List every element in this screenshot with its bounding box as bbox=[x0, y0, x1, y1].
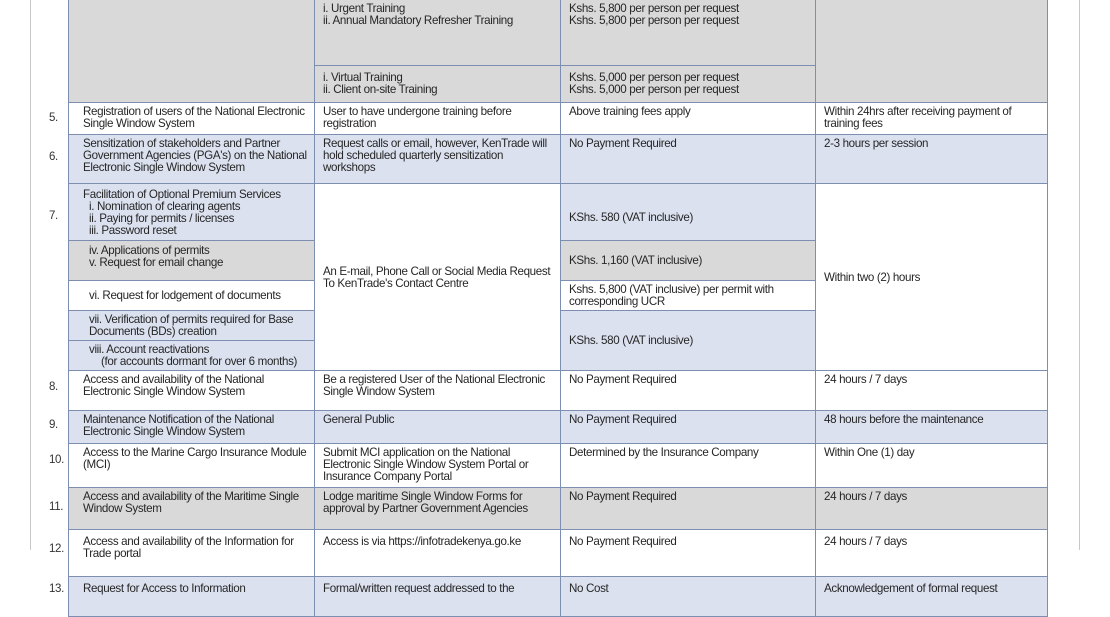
requirement-cell: Request calls or email, however, KenTrade will hold scheduled quarterly sensitization workshops bbox=[315, 135, 561, 184]
fee-cell: No Payment Required bbox=[561, 530, 816, 577]
table-row bbox=[69, 0, 1048, 66]
service-text: Access and availability of the National Electronic Single Window System bbox=[83, 373, 264, 398]
fee-cell: KShs. 1,160 (VAT inclusive) bbox=[561, 241, 816, 281]
row-number: 7. bbox=[49, 210, 58, 222]
service-cell bbox=[49, 135, 315, 184]
timeline-cell: Within One (1) day bbox=[816, 444, 1048, 488]
table-row bbox=[69, 411, 1048, 444]
timeline-cell: 48 hours before the maintenance bbox=[816, 411, 1048, 444]
page-right-edge bbox=[1079, 0, 1080, 550]
sub-item: (for accounts dormant for over 6 months) bbox=[101, 355, 298, 368]
table-row bbox=[69, 184, 1048, 241]
fee-cell: No Cost bbox=[561, 577, 816, 617]
req-line: ii. Client on-site Training bbox=[323, 83, 438, 96]
service-cell: vi. Request for lodgement of documents bbox=[69, 281, 315, 311]
requirement-cell: An E-mail, Phone Call or Social Media Request To KenTrade's Contact Centre bbox=[315, 184, 561, 371]
service-text: Sensitization of stakeholders and Partner Government Agencies (PGA's) on the National Electronic Single Window System bbox=[83, 137, 307, 174]
timeline-cell: Acknowledgement of formal request bbox=[816, 577, 1048, 617]
service-cell bbox=[49, 530, 315, 577]
fee-cell: KShs. 580 (VAT inclusive) bbox=[561, 184, 816, 241]
row-number: 5. bbox=[49, 112, 58, 124]
service-text: Access and availability of the Maritime Single Window System bbox=[83, 490, 299, 515]
service-text: Request for Access to Information bbox=[83, 582, 246, 595]
fee-cell: No Payment Required bbox=[561, 371, 816, 411]
fee-line: Kshs. 5,800 per person per request bbox=[569, 14, 739, 27]
page-left-edge bbox=[30, 0, 31, 550]
service-cell bbox=[49, 488, 315, 530]
requirement-cell: Access is via https://infotradekenya.go.ke bbox=[315, 530, 561, 577]
service-cell: vii. Verification of permits required for Base Documents (BDs) creation bbox=[69, 311, 315, 341]
sub-item: v. Request for email change bbox=[89, 256, 224, 269]
table-row bbox=[69, 530, 1048, 577]
service-cell bbox=[69, 241, 315, 281]
fee-cell: Determined by the Insurance Company bbox=[561, 444, 816, 488]
req-line: i. Virtual Training bbox=[323, 71, 403, 84]
sub-item: i. Nomination of clearing agents bbox=[89, 200, 241, 213]
sub-item: iv. Applications of permits bbox=[89, 244, 210, 257]
timeline-cell: Within two (2) hours bbox=[816, 184, 1048, 371]
requirement-cell: Formal/written request addressed to the bbox=[315, 577, 561, 617]
requirement-cell bbox=[315, 0, 561, 66]
requirement-cell: Be a registered User of the National Electronic Single Window System bbox=[315, 371, 561, 411]
requirement-cell: General Public bbox=[315, 411, 561, 444]
service-cell bbox=[49, 184, 315, 241]
fee-cell: No Payment Required bbox=[561, 411, 816, 444]
row-number: 13. bbox=[49, 583, 64, 595]
timeline-cell: 24 hours / 7 days bbox=[816, 371, 1048, 411]
fee-line: Kshs. 5,000 per person per request bbox=[569, 71, 739, 84]
table-row bbox=[69, 577, 1048, 617]
timeline-cell: 24 hours / 7 days bbox=[816, 488, 1048, 530]
req-line: ii. Annual Mandatory Refresher Training bbox=[323, 14, 513, 27]
service-charter-table bbox=[49, 0, 1048, 617]
timeline-cell bbox=[816, 0, 1048, 103]
fee-line: Kshs. 5,800 per person per request bbox=[569, 2, 739, 15]
service-text: Facilitation of Optional Premium Services bbox=[83, 188, 281, 201]
requirement-cell bbox=[315, 66, 561, 103]
sub-item: iii. Password reset bbox=[89, 224, 177, 237]
row-number: 6. bbox=[49, 151, 58, 163]
fee-cell: Above training fees apply bbox=[561, 103, 816, 135]
service-cell bbox=[69, 341, 315, 371]
table-row bbox=[69, 444, 1048, 488]
fee-cell bbox=[561, 0, 816, 66]
row-number: 10. bbox=[49, 454, 64, 466]
service-cell bbox=[49, 577, 315, 617]
timeline-cell: 2-3 hours per session bbox=[816, 135, 1048, 184]
service-cell bbox=[49, 103, 315, 135]
req-line: i. Urgent Training bbox=[323, 2, 405, 15]
requirement-cell: Submit MCI application on the National Electronic Single Window System Portal or Insurance Company Portal bbox=[315, 444, 561, 488]
row-number: 11. bbox=[49, 501, 64, 513]
service-text: Access and availability of the Information for Trade portal bbox=[83, 535, 294, 560]
fee-cell bbox=[561, 66, 816, 103]
service-text: Maintenance Notification of the National Electronic Single Window System bbox=[83, 413, 274, 438]
requirement-cell: User to have undergone training before registration bbox=[315, 103, 561, 135]
table-row bbox=[69, 371, 1048, 411]
fee-cell: No Payment Required bbox=[561, 488, 816, 530]
service-cell bbox=[69, 0, 315, 103]
timeline-cell: Within 24hrs after receiving payment of training fees bbox=[816, 103, 1048, 135]
requirement-cell: Lodge maritime Single Window Forms for approval by Partner Government Agencies bbox=[315, 488, 561, 530]
table-row bbox=[69, 135, 1048, 184]
timeline-cell: 24 hours / 7 days bbox=[816, 530, 1048, 577]
fee-cell: No Payment Required bbox=[561, 135, 816, 184]
row-number: 8. bbox=[49, 381, 58, 393]
fee-cell: Kshs. 5,800 (VAT inclusive) per permit with corresponding UCR bbox=[561, 281, 816, 311]
fee-cell: KShs. 580 (VAT inclusive) bbox=[561, 311, 816, 371]
service-cell bbox=[49, 444, 315, 488]
fee-line: Kshs. 5,000 per person per request bbox=[569, 83, 739, 96]
row-number: 9. bbox=[49, 419, 58, 431]
service-cell bbox=[49, 371, 315, 411]
service-text: Registration of users of the National Electronic Single Window System bbox=[83, 105, 305, 130]
service-cell bbox=[49, 411, 315, 444]
row-number: 12. bbox=[49, 543, 64, 555]
service-text: Access to the Marine Cargo Insurance Module (MCI) bbox=[83, 446, 307, 471]
sub-item: ii. Paying for permits / licenses bbox=[89, 212, 235, 225]
sub-item: viii. Account reactivations bbox=[89, 343, 210, 356]
table-row bbox=[69, 103, 1048, 135]
table-row bbox=[69, 488, 1048, 530]
